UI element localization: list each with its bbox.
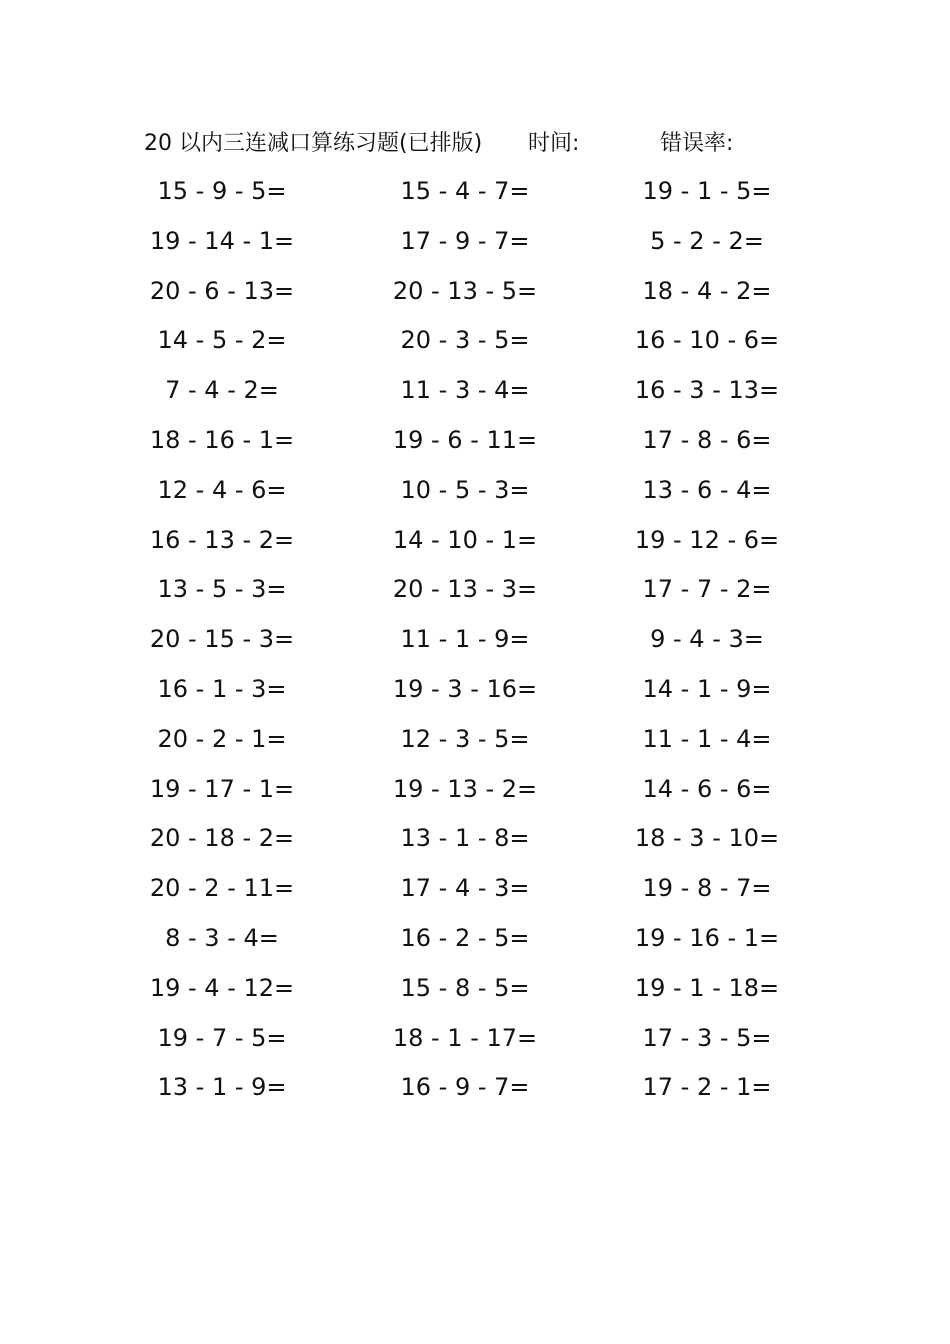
problem-row — [0, 519, 950, 569]
subtraction-problem: 19 - 8 - 7= — [642, 874, 772, 903]
problem-row — [0, 967, 950, 1017]
subtraction-problem: 8 - 3 - 4= — [165, 923, 279, 952]
subtraction-problem: 15 - 8 - 5= — [400, 973, 530, 1002]
subtraction-problem: 17 - 9 - 7= — [400, 226, 530, 255]
subtraction-problem: 19 - 4 - 12= — [149, 973, 295, 1002]
subtraction-problem: 15 - 9 - 5= — [157, 177, 287, 205]
subtraction-problem: 13 - 6 - 4= — [642, 475, 772, 504]
subtraction-problem: 19 - 12 - 6= — [634, 525, 780, 554]
subtraction-problem: 18 - 4 - 2= — [642, 276, 772, 305]
problem-row — [0, 568, 950, 618]
time-label: 时间: — [528, 131, 580, 156]
subtraction-problem: 7 - 4 - 2= — [165, 376, 279, 405]
subtraction-problem: 16 - 9 - 7= — [400, 1073, 530, 1102]
subtraction-problem: 19 - 14 - 1= — [149, 226, 295, 255]
problem-row — [0, 668, 950, 718]
subtraction-problem: 16 - 3 - 13= — [634, 376, 780, 405]
subtraction-problem: 14 - 6 - 6= — [642, 774, 772, 803]
subtraction-problem: 16 - 2 - 5= — [400, 923, 530, 952]
subtraction-problem: 11 - 1 - 4= — [642, 724, 772, 753]
subtraction-problem: 17 - 2 - 1= — [642, 1073, 772, 1102]
subtraction-problem: 11 - 1 - 9= — [400, 625, 530, 654]
problem-row — [0, 817, 950, 867]
subtraction-problem: 11 - 3 - 4= — [400, 376, 530, 405]
subtraction-problem: 19 - 13 - 2= — [392, 774, 538, 803]
subtraction-problem: 17 - 4 - 3= — [400, 874, 530, 903]
problem-row — [0, 917, 950, 967]
subtraction-problem: 20 - 13 - 3= — [392, 575, 538, 604]
subtraction-problem: 12 - 4 - 6= — [157, 475, 287, 504]
problem-row — [0, 618, 950, 668]
problem-row — [0, 270, 950, 320]
subtraction-problem: 17 - 3 - 5= — [642, 1023, 772, 1052]
subtraction-problem: 17 - 8 - 6= — [642, 425, 772, 454]
subtraction-problem: 18 - 1 - 17= — [392, 1023, 538, 1052]
subtraction-problem: 19 - 1 - 5= — [642, 177, 772, 205]
subtraction-problem: 10 - 5 - 3= — [400, 475, 530, 504]
subtraction-problem: 20 - 13 - 5= — [392, 276, 538, 305]
problem-row — [0, 718, 950, 768]
subtraction-problem: 20 - 18 - 2= — [149, 824, 295, 853]
subtraction-problem: 19 - 3 - 16= — [392, 674, 538, 703]
subtraction-problem: 13 - 1 - 9= — [157, 1073, 287, 1102]
subtraction-problem: 13 - 5 - 3= — [157, 575, 287, 604]
subtraction-problem: 19 - 6 - 11= — [392, 425, 538, 454]
subtraction-problem: 19 - 1 - 18= — [634, 973, 780, 1002]
subtraction-problem: 20 - 2 - 11= — [149, 874, 295, 903]
subtraction-problem: 14 - 5 - 2= — [157, 326, 287, 355]
subtraction-problem: 16 - 13 - 2= — [149, 525, 295, 554]
problem-row — [0, 1017, 950, 1067]
subtraction-problem: 18 - 16 - 1= — [149, 425, 295, 454]
problem-row — [0, 419, 950, 469]
subtraction-problem: 19 - 16 - 1= — [634, 923, 780, 952]
worksheet-header — [0, 124, 950, 164]
problem-row — [0, 768, 950, 818]
subtraction-problem: 15 - 4 - 7= — [400, 177, 530, 205]
subtraction-problem: 16 - 1 - 3= — [157, 674, 287, 703]
subtraction-problem: 16 - 10 - 6= — [634, 326, 780, 355]
subtraction-problem: 9 - 4 - 3= — [650, 625, 764, 654]
subtraction-problem: 19 - 17 - 1= — [149, 774, 295, 803]
subtraction-problem: 19 - 7 - 5= — [157, 1023, 287, 1052]
problem-row — [0, 170, 950, 220]
subtraction-problem: 13 - 1 - 8= — [400, 824, 530, 853]
subtraction-problem: 12 - 3 - 5= — [400, 724, 530, 753]
problem-row — [0, 867, 950, 917]
problem-row — [0, 220, 950, 270]
subtraction-problem: 14 - 1 - 9= — [642, 674, 772, 703]
subtraction-problem: 5 - 2 - 2= — [650, 226, 764, 255]
subtraction-problem: 18 - 3 - 10= — [634, 824, 780, 853]
problem-row — [0, 469, 950, 519]
problem-row — [0, 1066, 950, 1116]
subtraction-problem: 17 - 7 - 2= — [642, 575, 772, 604]
subtraction-problem: 20 - 6 - 13= — [149, 276, 295, 305]
subtraction-problem: 20 - 2 - 1= — [157, 724, 287, 753]
error-rate-label: 错误率: — [660, 131, 734, 156]
worksheet-title: 20 以内三连减口算练习题(已排版) — [144, 131, 483, 156]
problem-row — [0, 369, 950, 419]
subtraction-problem: 14 - 10 - 1= — [392, 525, 538, 554]
problem-row — [0, 319, 950, 369]
problem-grid — [0, 170, 950, 1116]
subtraction-problem: 20 - 15 - 3= — [149, 625, 295, 654]
subtraction-problem: 20 - 3 - 5= — [400, 326, 530, 355]
